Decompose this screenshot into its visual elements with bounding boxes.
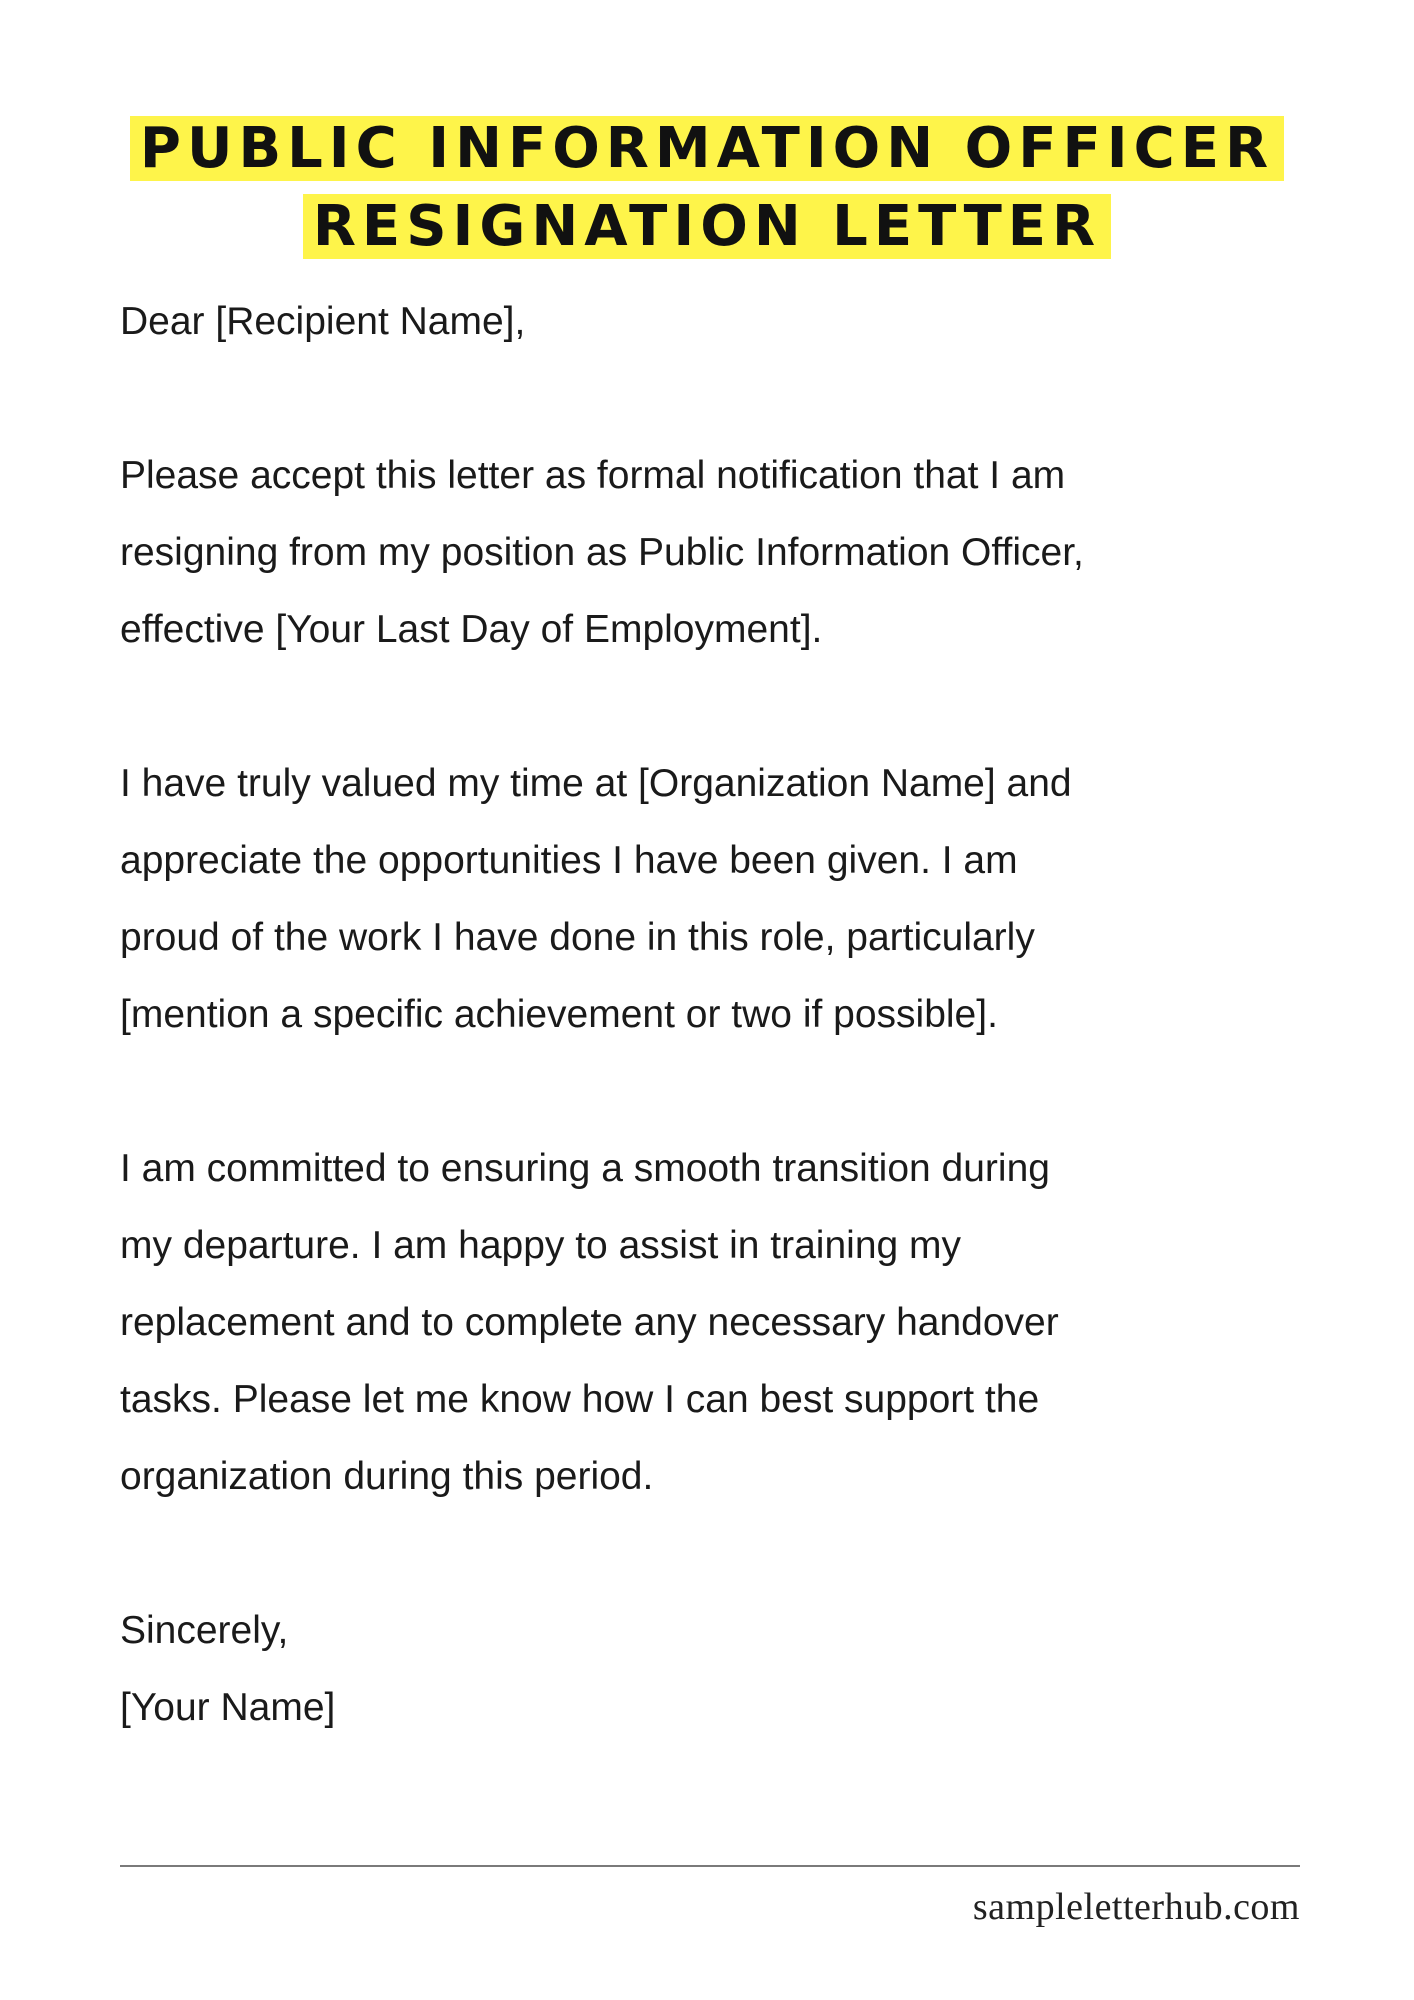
salutation-text: Dear [Recipient Name],: [120, 300, 526, 343]
text-line: tasks. Please let me know how I can best support the: [120, 1378, 1040, 1421]
text-line: I have truly valued my time at [Organization Name] and: [120, 762, 1072, 805]
paragraph-transition: [120, 1130, 1340, 1515]
footer-divider: [120, 1865, 1300, 1867]
text-line: Please accept this letter as formal notification that I am: [120, 454, 1066, 497]
paragraph-notification: [120, 437, 1340, 668]
closing-block: [120, 1592, 1340, 1746]
title-highlight: PUBLIC INFORMATION OFFICER: [130, 116, 1284, 181]
text-line: proud of the work I have done in this role, particularly: [120, 916, 1035, 959]
salutation: [120, 283, 1340, 360]
paragraph-appreciation: [120, 745, 1340, 1053]
title-line-1: [0, 110, 1414, 188]
footer-website: sampleletterhub.com: [972, 1886, 1300, 1928]
signature-name: [Your Name]: [120, 1686, 336, 1729]
page-title: [0, 110, 1414, 266]
text-line: effective [Your Last Day of Employment].: [120, 608, 823, 651]
text-line: [mention a specific achievement or two if possible].: [120, 993, 998, 1036]
text-line: replacement and to complete any necessary handover: [120, 1301, 1059, 1344]
text-line: my departure. I am happy to assist in training my: [120, 1224, 962, 1267]
text-line: I am committed to ensuring a smooth transition during: [120, 1147, 1050, 1190]
closing-text: Sincerely,: [120, 1609, 289, 1652]
title-line-2: [0, 188, 1414, 266]
title-highlight: RESIGNATION LETTER: [303, 194, 1111, 259]
letter-body: [120, 283, 1340, 1746]
text-line: resigning from my position as Public Information Officer,: [120, 531, 1084, 574]
text-line: appreciate the opportunities I have been given. I am: [120, 839, 1018, 882]
text-line: organization during this period.: [120, 1455, 654, 1498]
